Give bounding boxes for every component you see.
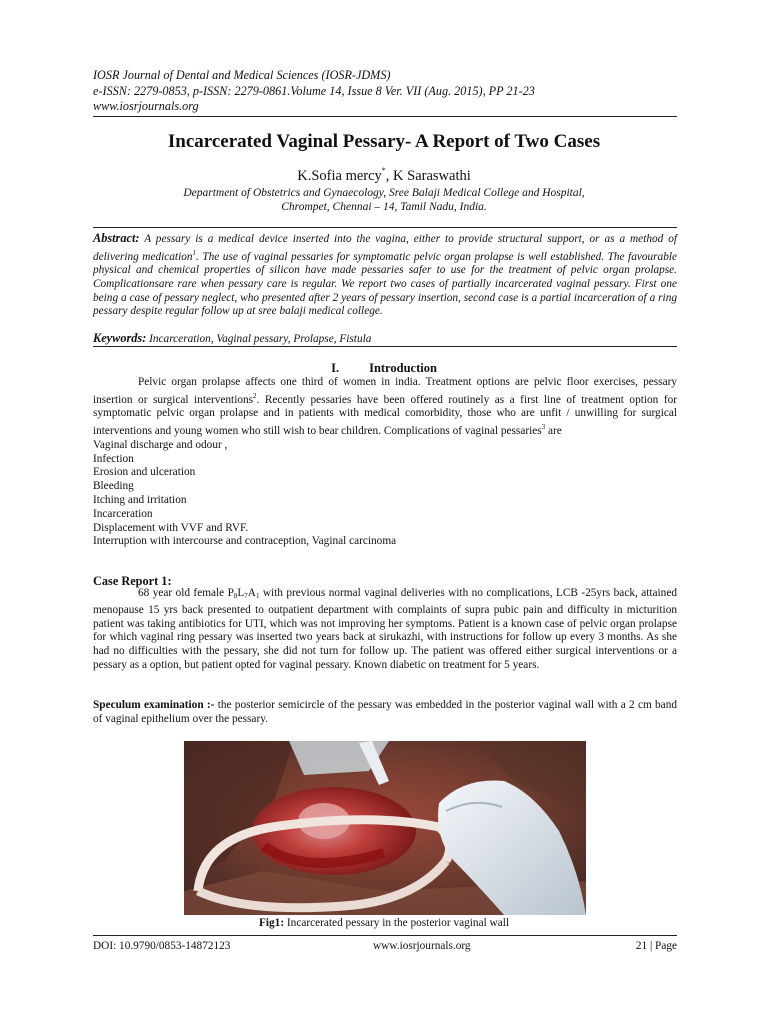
keywords-text: Incarceration, Vaginal pessary, Prolapse, Fistula [146, 333, 372, 345]
list-item: Vaginal discharge and odour , [93, 438, 228, 451]
figure-caption-text: Incarcerated pessary in the posterior vaginal wall [284, 917, 509, 929]
case-text-c: A [247, 587, 256, 599]
speculum-text: the posterior semicircle of the pessary was embedded in the posterior vaginal wall with a 2 cm band of vaginal epithelium over the pessary. [93, 699, 677, 725]
author-2: K Saraswathi [393, 168, 471, 184]
header-divider [93, 116, 677, 117]
parity-sub-l: 7 [244, 592, 248, 600]
case-report-body [93, 587, 677, 673]
introduction-paragraph [93, 376, 677, 439]
abstract-text-a: A pessary is a medical device inserted into the vagina, either to provide structural support, or as a method of delivering medication [93, 233, 677, 263]
author-separator: , [385, 168, 394, 184]
figure-label: Fig1: [258, 917, 285, 929]
intro-text-b: . Recently pessaries have been offered routinely as a first line of treatment option for symptomatic pelvic organ prolapse and in patients with medical comorbidity, those who are unfit / unwilling for surgical interventions and young women who still wish to bear children. Complications of vaginal pessaries [93, 393, 677, 437]
abstract-label: Abstract: [93, 231, 140, 245]
case-report-paragraph [93, 587, 677, 673]
case-report-heading: Case Report 1: [93, 574, 172, 588]
speculum-label: Speculum examination :- [93, 699, 215, 711]
list-item: Incarceration [93, 507, 153, 520]
parity-sub-p: 8 [233, 592, 238, 600]
introduction-body [93, 376, 677, 549]
intro-text-a: Pelvic organ prolapse affects one third of women in india. Treatment options are pelvic floor exercises, pessary insertion or surgical interventions [93, 376, 677, 406]
footer-website: www.iosrjournals.org [373, 940, 471, 952]
speculum-examination [93, 699, 677, 727]
list-item: Erosion and ulceration [93, 466, 196, 479]
abstract [93, 232, 677, 319]
journal-name: IOSR Journal of Dental and Medical Sciences (IOSR-JDMS) [93, 68, 391, 82]
page-number: 21 | Page [635, 940, 677, 952]
affiliation-line-1: Department of Obstetrics and Gynaecology, Sree Balaji Medical College and Hospital, [183, 187, 585, 199]
clinical-photograph [184, 741, 586, 915]
footer-doi: DOI: 10.9790/0853-14872123 [93, 940, 231, 952]
keywords-label: Keywords: [93, 331, 147, 345]
corresponding-mark: * [381, 166, 386, 175]
case-text-a: 68 year old female P [138, 587, 234, 599]
intro-text-c: are [545, 424, 562, 437]
journal-website: www.iosrjournals.org [93, 99, 199, 113]
keywords [93, 331, 677, 346]
abstract-ref-1: 1 [192, 248, 197, 257]
case-text-d: with previous normal vaginal deliveries with no complications, LCB -25yrs back, attained menopause 15 yrs back presented to outpatient department with complaints of supra pubic pain and difficulty in micturition patient was taking antibiotics for UTI, which was not improving her symptoms. Patient is a known case of pelvic organ prolapse for which vaginal ring pessary was inserted two years back at sirukazhi, with instructions for follow up every 3 months. As she had no difficulties with the pessary, she did not turn for follow up. The patient was offered either surgical interventions or a pessary as a option, but patient opted for vaginal pessary. Known diabetic on treatment for 5 years. [93, 587, 677, 671]
affiliation [0, 186, 768, 214]
author-1: K.Sofia mercy [297, 168, 382, 184]
list-item: Displacement with VVF and RVF. [93, 521, 249, 534]
list-item: Itching and irritation [93, 493, 187, 506]
affiliation-line-2: Chrompet, Chennai – 14, Tamil Nadu, India. [281, 201, 487, 213]
intro-ref-2: 2 [253, 391, 257, 400]
footer-divider [93, 935, 677, 936]
parity-sub-a: 1 [255, 592, 260, 600]
list-item: Interruption with intercourse and contraception, Vaginal carcinoma [93, 535, 397, 548]
intro-ref-3: 3 [541, 423, 546, 432]
section-number: I. [331, 361, 340, 375]
case-text-b: L [237, 587, 245, 599]
introduction-heading [0, 361, 768, 376]
author-line [0, 166, 768, 185]
section-title: Introduction [369, 361, 437, 375]
abstract-divider-top [93, 227, 677, 228]
journal-header [93, 68, 683, 115]
journal-issn: e-ISSN: 2279-0853, p-ISSN: 2279-0861.Volume 14, Issue 8 Ver. VII (Aug. 2015), PP 21-23 [93, 83, 535, 98]
paper-title: Incarcerated Vaginal Pessary- A Report of Two Cases [167, 131, 601, 152]
pessary-photo-illustration [184, 741, 586, 915]
figure-caption [0, 917, 768, 929]
abstract-text-b: . The use of vaginal pessaries for symptomatic pelvic organ prolapse is well established. The favourable physical and chemical properties of silicon have made pessaries safer to use for the treatment of pelvic organ prolapse. Complicationsare rare when pessary care is regular. We report two cases of partially incarcerated vaginal pessary. First one being a case of pessary neglect, who presented after 2 years of pessary insertion, second case is a partial incarceration of a ring pessary despite regular follow up at sree balaji medical college. [93, 250, 678, 318]
abstract-divider-bottom [93, 346, 677, 347]
list-item: Infection [93, 452, 134, 465]
complications-list [93, 439, 677, 549]
list-item: Bleeding [93, 480, 134, 493]
